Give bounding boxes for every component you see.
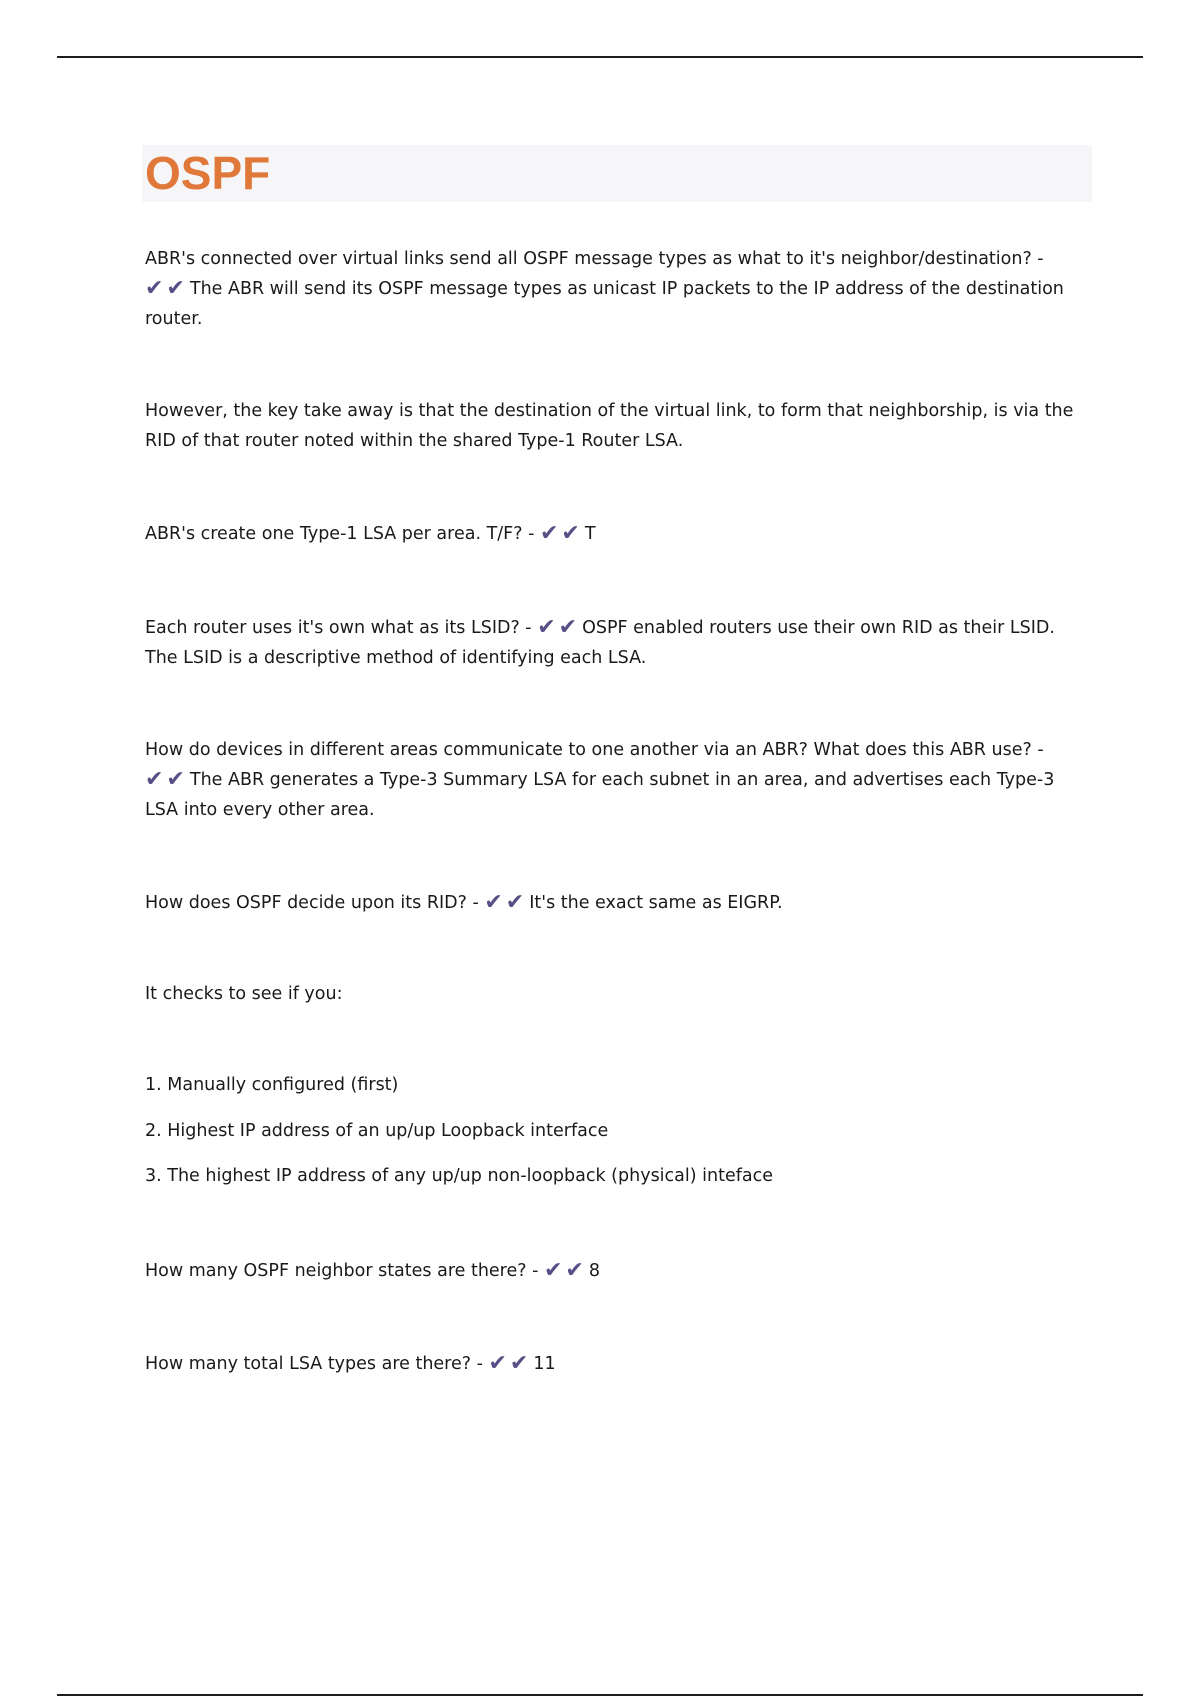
card-question: Each router uses it's own what as its LSID? - — [145, 618, 532, 638]
bottom-rule — [57, 1694, 1143, 1696]
flashcard-5 — [145, 888, 1090, 918]
double-checkmark-icon: ✔✔ — [488, 1351, 532, 1376]
card-answer: It's the exact same as EIGRP. — [529, 893, 783, 913]
flashcard-note: However, the key take away is that the destination of the virtual link, to form that neighborship, is via the RID of that router noted within the shared Type-1 Router LSA. — [145, 401, 1074, 451]
card-question: How do devices in different areas communicate to one another via an ABR? What does this ABR use? - — [145, 740, 1044, 760]
card-answer: T — [584, 524, 596, 544]
title-band — [142, 145, 1092, 202]
flashcard-7 — [145, 1349, 1090, 1379]
card-question: How many total LSA types are there? - — [145, 1354, 483, 1374]
double-checkmark-icon: ✔✔ — [537, 615, 581, 640]
card-answer: 11 — [533, 1354, 556, 1374]
double-checkmark-icon: ✔✔ — [484, 890, 528, 915]
card-answer: The ABR will send its OSPF message types as unicast IP packets to the IP address of the destination router. — [145, 279, 1064, 329]
flashcard-3 — [145, 613, 1090, 673]
card-question: How does OSPF decide upon its RID? - — [145, 893, 479, 913]
list-item: 3. The highest IP address of any up/up non-loopback (physical) inteface — [145, 1166, 774, 1186]
flashcard-1 — [145, 244, 1090, 334]
double-checkmark-icon: ✔✔ — [539, 521, 583, 546]
document-title: OSPF — [145, 147, 271, 199]
list-item: 2. Highest IP address of an up/up Loopback interface — [145, 1121, 609, 1141]
top-rule — [57, 56, 1143, 58]
card-answer: OSPF enabled routers use their own RID as their LSID. The LSID is a descriptive method of identifying each LSA. — [145, 618, 1055, 668]
card-answer: The ABR generates a Type-3 Summary LSA for each subnet in an area, and advertises each Type-3 LSA into every other area. — [145, 770, 1055, 820]
double-checkmark-icon: ✔✔ — [145, 276, 188, 301]
flashcard-note: It checks to see if you: — [145, 984, 343, 1004]
flashcard-4 — [145, 735, 1090, 825]
card-question: How many OSPF neighbor states are there? - — [145, 1261, 539, 1281]
flashcard-2 — [145, 519, 1090, 549]
card-question: ABR's connected over virtual links send all OSPF message types as what to it's neighbor/destination? - — [145, 249, 1044, 269]
list-item: 1. Manually configured (first) — [145, 1075, 399, 1095]
double-checkmark-icon: ✔✔ — [145, 767, 188, 792]
card-answer: 8 — [588, 1261, 601, 1281]
flashcard-6 — [145, 1256, 1090, 1286]
double-checkmark-icon: ✔✔ — [544, 1258, 587, 1283]
card-question: ABR's create one Type-1 LSA per area. T/F? - — [145, 524, 535, 544]
